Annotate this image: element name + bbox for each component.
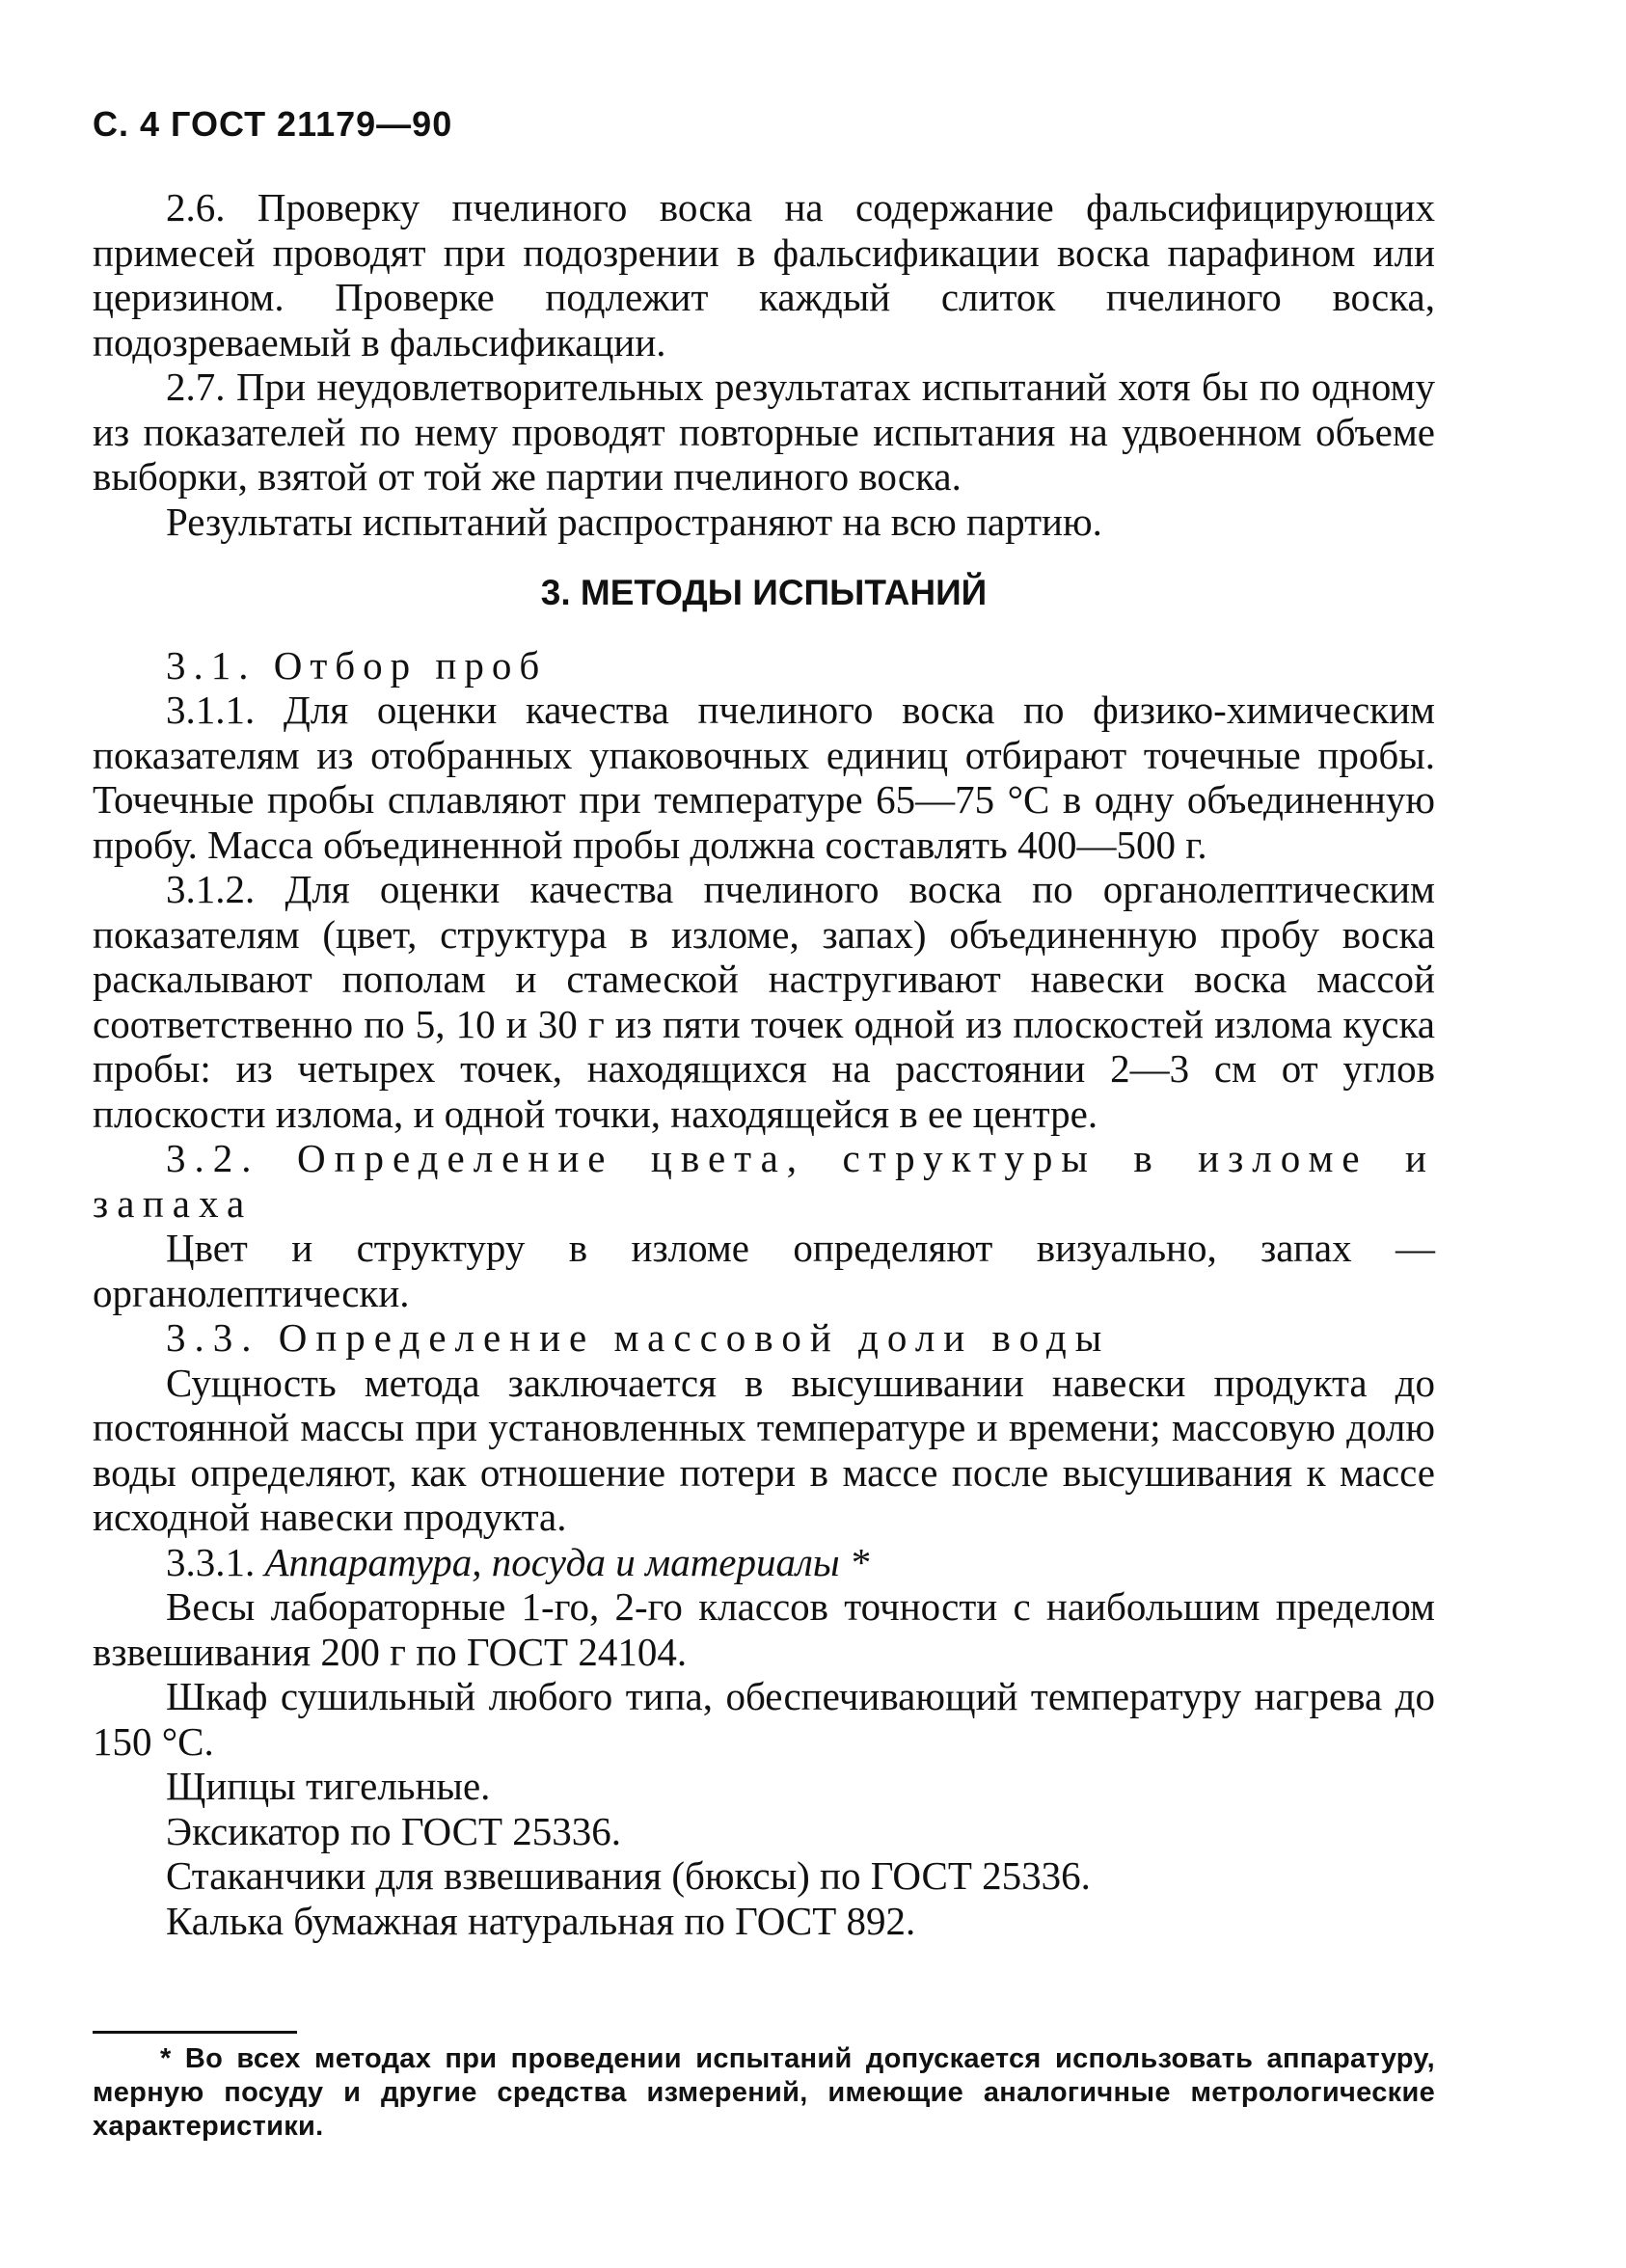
- equipment-item-oven: Шкаф сушильный любого типа, обеспечивающий температуру нагрева до 150 °С.: [93, 1674, 1435, 1764]
- equipment-item-paper: Калька бумажная натуральная по ГОСТ 892.: [166, 1898, 916, 1943]
- paragraph-2-7-results: Результаты испытаний распространяют на всю партию.: [166, 499, 1102, 544]
- equipment-item-desiccator: Эксикатор по ГОСТ 25336.: [166, 1808, 622, 1853]
- section-3-heading: 3. МЕТОДЫ ИСПЫТАНИЙ: [540, 573, 988, 612]
- subsection-3-3-title: 3.3. Определение массовой доли воды: [166, 1315, 1111, 1360]
- paragraph-3-3-text: Сущность метода заключается в высушивании навески продукта до постоянной массы при установленных температуре и времени; массовую долю воды определяют, как отношение потери в массе после высушивания к массе исходной навески продукта.: [93, 1360, 1435, 1539]
- paragraph-3-1-1: 3.1.1. Для оценки качества пчелиного воска по физико-химическим показателям из отобранных упаковочных единиц отбирают точечные пробы. Точечные пробы сплавляют при температуре 65—75 °С в одну объединенную пробу. Масса объединенной пробы должна составлять 400—500 г.: [93, 688, 1435, 867]
- paragraph-3-1-2: 3.1.2. Для оценки качества пчелиного воска по органолептическим показателям (цвет, структура в изломе, запах) объединенную пробу воска раскалывают пополам и стамеской настругивают навески воска массой соответственно по 5, 10 и 30 г из пяти точек одной из плоскостей излома куска пробы: из четырех точек, находящихся на расстоянии 2—3 см от углов плоскости излома, и одной точки, находящейся в ее центре.: [93, 867, 1435, 1136]
- main-text: [93, 185, 1435, 1943]
- footnote-divider: [93, 2031, 297, 2034]
- subsection-3-3-1-title: [93, 1540, 1435, 1585]
- equipment-item-tongs: Щипцы тигельные.: [166, 1764, 491, 1808]
- equipment-item-scales: Весы лабораторные 1-го, 2-го классов точности с наибольшим пределом взвешивания 200 г по ГОСТ 24104.: [93, 1584, 1435, 1674]
- paragraph-2-7: 2.7. При неудовлетворительных результатах испытаний хотя бы по одному из показателей по нему проводят повторные испытания на удвоенном объеме выборки, взятой от той же партии пчелиного воска.: [93, 364, 1435, 499]
- paragraph-2-6: 2.6. Проверку пчелиного воска на содержание фальсифицирующих примесей проводят при подозрении в фальсификации воска парафином или церизином. Проверке подлежит каждый слиток пчелиного воска, подозреваемый в фальсификации.: [93, 185, 1435, 364]
- subsection-3-3-1-heading: Аппаратура, посуда и материалы *: [264, 1539, 870, 1584]
- page-header: С. 4 ГОСТ 21179—90: [93, 104, 453, 144]
- equipment-item-cups: Стаканчики для взвешивания (бюксы) по ГОСТ 25336.: [166, 1853, 1091, 1898]
- subsection-3-3-1-number: 3.3.1.: [166, 1539, 256, 1584]
- subsection-3-2-title: 3.2. Определение цвета, структуры в изломе и запаха: [93, 1136, 1435, 1226]
- paragraph-3-2-text: Цвет и структуру в изломе определяют визуально, запах — органолептически.: [93, 1226, 1435, 1315]
- subsection-3-1-title: 3.1. Отбор проб: [166, 642, 548, 688]
- footnote: * Во всех методах при проведении испытаний допускается использовать аппаратуру, мерную посуду и другие средства измерений, имеющие аналогичные метрологические характеристики.: [93, 2043, 1435, 2142]
